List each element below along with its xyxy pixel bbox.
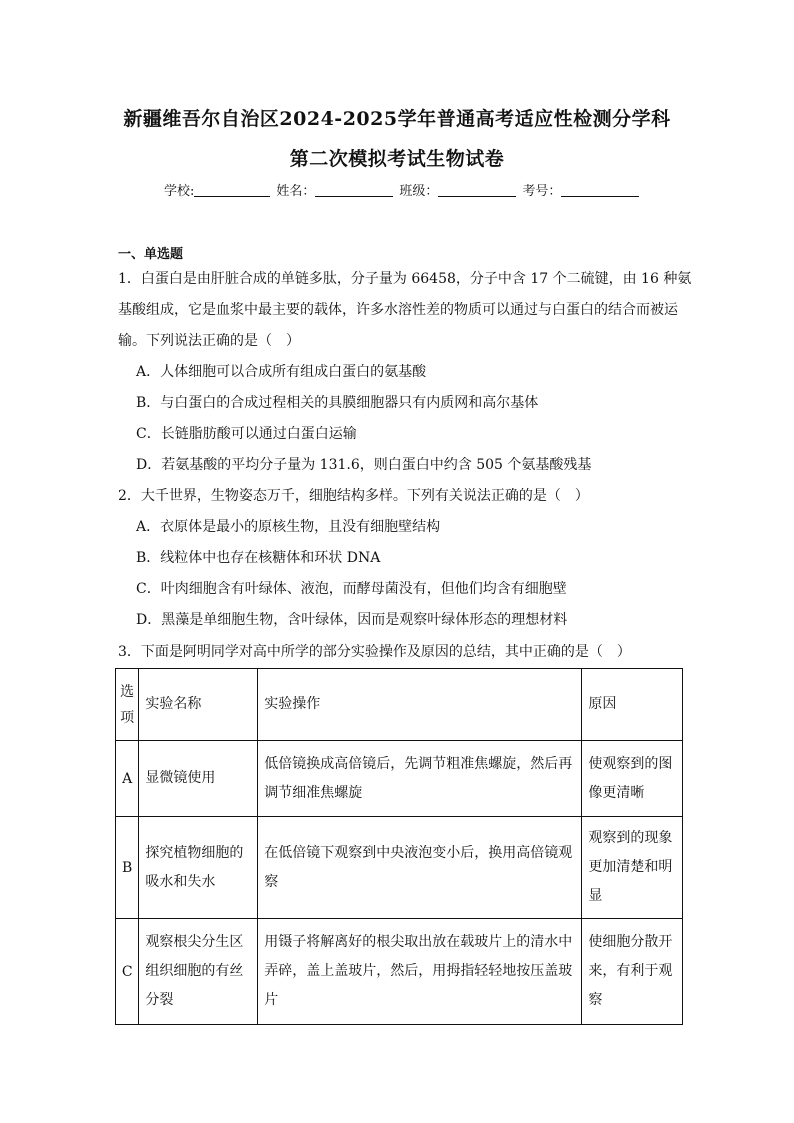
q2-option-b: B．线粒体中也存在核糖体和环状 DNA — [136, 550, 381, 566]
row-operation-line: 弄碎，盖上盖玻片，然后，用拇指轻轻地按压盖玻 — [264, 963, 573, 979]
row-name-line: 观察根尖分生区 — [145, 934, 244, 950]
row-operation-line: 片 — [264, 992, 279, 1008]
exam-number-label: 考号： — [522, 184, 562, 199]
q1-stem-line2: 基酸组成，它是血浆中最主要的载体，许多水溶性差的物质可以通过与白蛋白的结合而被运 — [118, 302, 678, 318]
row-operation-line: 察 — [264, 873, 279, 890]
row-operation-line: 在低倍镜下观察到中央液泡变小后，换用高倍镜观 — [264, 844, 573, 861]
row-name-cell — [139, 741, 258, 817]
q2-option-d: D．黑藻是单细胞生物，含叶绿体，因而是观察叶绿体形态的理想材料 — [136, 612, 568, 628]
class-label: 班级： — [399, 184, 439, 199]
table-row — [116, 919, 683, 1025]
row-name-line: 显微镜使用 — [145, 770, 216, 786]
q1-stem-line1: 1．白蛋白是由肝脏合成的单链多肽，分子量为 66458，分子中含 17 个二硫键，由 16 种氨 — [118, 271, 692, 287]
row-name-cell — [139, 919, 258, 1025]
row-option-cell: C — [116, 919, 139, 1025]
row-name-cell — [139, 817, 258, 919]
row-reason-line: 察 — [588, 992, 603, 1008]
class-blank — [438, 183, 516, 197]
q2-option-a: A．衣原体是最小的原核生物，且没有细胞壁结构 — [136, 519, 441, 535]
q1-option-b: B．与白蛋白的合成过程相关的具膜细胞器只有内质网和高尔基体 — [136, 395, 539, 411]
q2-stem-line1: 2．大千世界，生物姿态万千，细胞结构多样。下列有关说法正确的是（ ） — [118, 488, 589, 504]
student-info-row — [164, 180, 644, 199]
header-option-text: 选项 — [120, 683, 135, 726]
q1-option-d: D．若氨基酸的平均分子量为 131.6，则白蛋白中约含 505 个氨基酸残基 — [136, 457, 592, 473]
row-option-cell: B — [116, 817, 139, 919]
table-row — [116, 817, 683, 919]
header-option-cell — [116, 669, 139, 741]
row-operation-line: 调节细准焦螺旋 — [264, 784, 363, 801]
row-reason-line: 像更清晰 — [588, 784, 645, 801]
row-reason-line: 来，有利于观 — [588, 963, 673, 979]
row-operation-cell — [258, 817, 582, 919]
row-reason-line: 显 — [588, 888, 603, 904]
row-reason-cell — [582, 741, 683, 817]
table-header-row — [116, 669, 683, 741]
exam-title-line1: 新疆维吾尔自治区2024-2025学年普通高考适应性检测分学科 — [123, 108, 671, 130]
q1-option-a: A．人体细胞可以合成所有组成白蛋白的氨基酸 — [136, 364, 427, 380]
table-row — [116, 741, 683, 817]
header-operation-cell: 实验操作 — [258, 669, 582, 741]
row-reason-line: 使观察到的图 — [588, 755, 673, 772]
row-name-line: 探究植物细胞的 — [145, 844, 244, 861]
exam-title-line2: 第二次模拟考试生物试卷 — [289, 148, 505, 170]
row-reason-line: 更加清楚和明 — [588, 859, 673, 875]
row-name-line: 吸水和失水 — [145, 873, 216, 890]
q1-stem-line3: 输。下列说法正确的是（ ） — [118, 333, 300, 349]
header-name-cell: 实验名称 — [139, 669, 258, 741]
header-reason-cell: 原因 — [582, 669, 683, 741]
exam-number-blank — [561, 183, 639, 197]
row-name-line: 组织细胞的有丝 — [145, 963, 244, 979]
q3-stem-line1: 3．下面是阿明同学对高中所学的部分实验操作及原因的总结，其中正确的是（ ） — [118, 644, 631, 660]
q2-option-c: C．叶肉细胞含有叶绿体、液泡，而酵母菌没有，但他们均含有细胞壁 — [136, 581, 567, 597]
row-operation-cell — [258, 741, 582, 817]
row-reason-line: 使细胞分散开 — [588, 934, 673, 950]
row-reason-cell — [582, 919, 683, 1025]
row-option-cell: A — [116, 741, 139, 817]
row-operation-cell — [258, 919, 582, 1025]
row-operation-line: 用镊子将解离好的根尖取出放在载玻片上的清水中 — [264, 934, 573, 950]
school-label: 学校: — [164, 184, 195, 199]
name-blank — [315, 183, 393, 197]
q3-table — [115, 668, 683, 1025]
section-heading: 一、单选题 — [118, 247, 184, 262]
name-label: 姓名： — [276, 184, 316, 199]
q1-option-c: C．长链脂肪酸可以通过白蛋白运输 — [136, 426, 357, 442]
row-name-line: 分裂 — [145, 992, 174, 1008]
row-reason-line: 观察到的现象 — [588, 830, 673, 846]
row-operation-line: 低倍镜换成高倍镜后，先调节粗准焦螺旋，然后再 — [264, 755, 573, 772]
school-blank — [194, 183, 270, 197]
row-reason-cell — [582, 817, 683, 919]
